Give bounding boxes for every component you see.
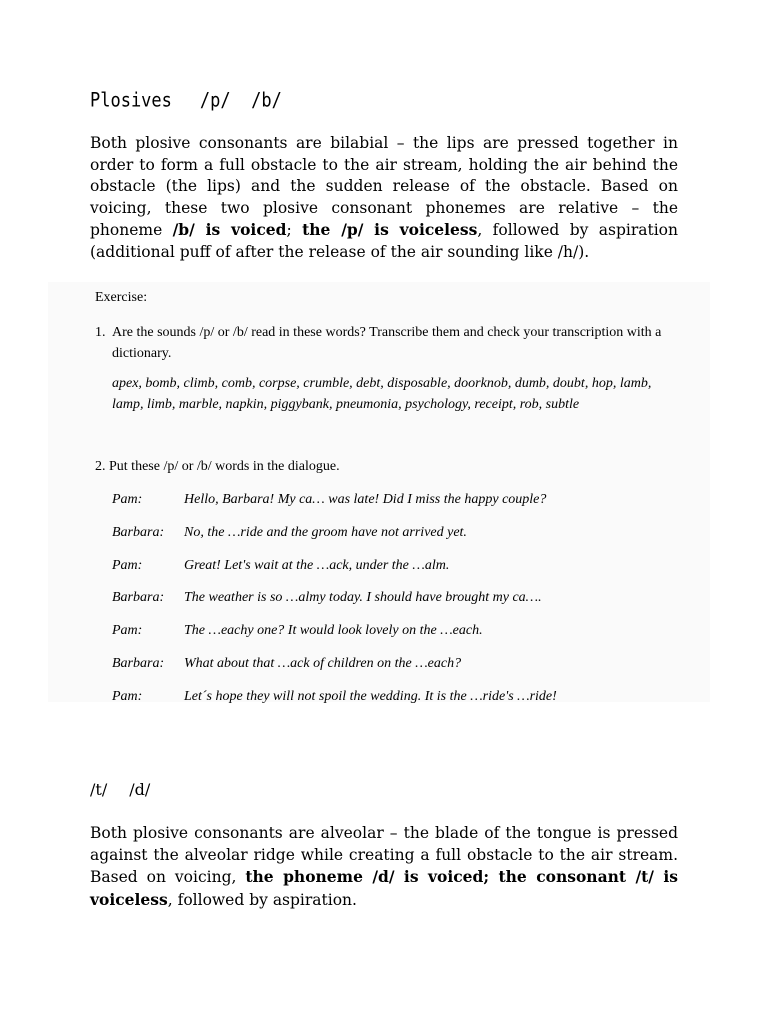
section-heading-plosives [90, 89, 282, 112]
exercise-question-1 [95, 322, 665, 364]
utterance: Hello, Barbara! My ca… was late! Did I miss the happy couple? [184, 492, 547, 507]
dialogue-line [112, 525, 692, 558]
word-list: apex, bomb, climb, comb, corpse, crumble, debt, disposable, doorknob, dumb, doubt, hop, lamb, lamp, limb, marble, napkin, piggybank, pneumonia, psychology, receipt, rob, subtle [112, 376, 652, 412]
utterance: The weather is so …almy today. I should have brought my ca…. [184, 590, 542, 606]
dialogue-line [112, 590, 692, 623]
speaker: Barbara: [112, 524, 165, 540]
question-number: 1. [95, 325, 106, 340]
heading-phoneme-t: /t/ [90, 780, 108, 799]
exercise-label: Exercise: [95, 290, 148, 305]
heading-phoneme-d: /d/ [129, 780, 151, 799]
exercise-question-2: 2. Put these /p/ or /b/ words in the dialogue. [95, 459, 340, 474]
heading-phoneme-b: /b/ [251, 89, 282, 112]
speaker: Pam: [112, 623, 143, 639]
dialogue-line [112, 689, 692, 722]
paragraph-bold-voiced: /b/ is voiced [172, 220, 287, 239]
paragraph-text-end: , followed by aspiration. [167, 890, 357, 909]
paragraph-bold-voiceless: the /p/ is voiceless [302, 220, 478, 239]
dialogue-line [112, 558, 692, 591]
dialogue-line [112, 623, 692, 656]
speaker: Pam: [112, 492, 143, 507]
section-heading-alveolar [90, 780, 150, 799]
utterance: The …eachy one? It would look lovely on the …each. [184, 623, 483, 639]
heading-title: Plosives [90, 89, 172, 112]
paragraph-text: Both plosive consonants are alveolar – the blade of the tongue is pressed against the alveolar ridge while creating a full obstacle to the air stream. Based on voicing, [90, 824, 678, 886]
speaker: Pam: [112, 557, 143, 573]
utterance: Great! Let's wait at the …ack, under the …alm. [184, 557, 450, 573]
heading-phoneme-p: /p/ [199, 89, 231, 112]
paragraph-text: Both plosive consonants are bilabial – the lips are pressed together in order to form a full obstacle to the air stream, holding the air behind the obstacle (the lips) and the sudden release of the obstacle. Based on voicing, these two plosive consonant phonemes are relative – the phoneme [90, 134, 678, 239]
paragraph-text-end: , followed by aspiration (additional puff of after the release of the air sounding like /h/). [90, 221, 678, 261]
paragraph-alveolar [90, 823, 678, 911]
dialogue-line [112, 492, 692, 525]
speaker: Barbara: [112, 590, 165, 606]
speaker: Barbara: [112, 655, 165, 671]
paragraph-bold-voicing: the phoneme /d/ is voiced; the consonant /t/ is voiceless [90, 867, 678, 909]
dialogue-line [112, 656, 692, 689]
paragraph-bilabial [90, 133, 678, 263]
utterance: No, the …ride and the groom have not arrived yet. [184, 524, 467, 540]
paragraph-separator: ; [286, 221, 303, 239]
speaker: Pam: [112, 688, 143, 704]
dialogue [112, 492, 692, 722]
question-text: Are the sounds /p/ or /b/ read in these words? Transcribe them and check your transcription with a dictionary. [112, 325, 662, 361]
utterance: Let´s hope they will not spoil the wedding. It is the …ride's …ride! [184, 688, 557, 704]
utterance: What about that …ack of children on the …each? [184, 655, 462, 671]
